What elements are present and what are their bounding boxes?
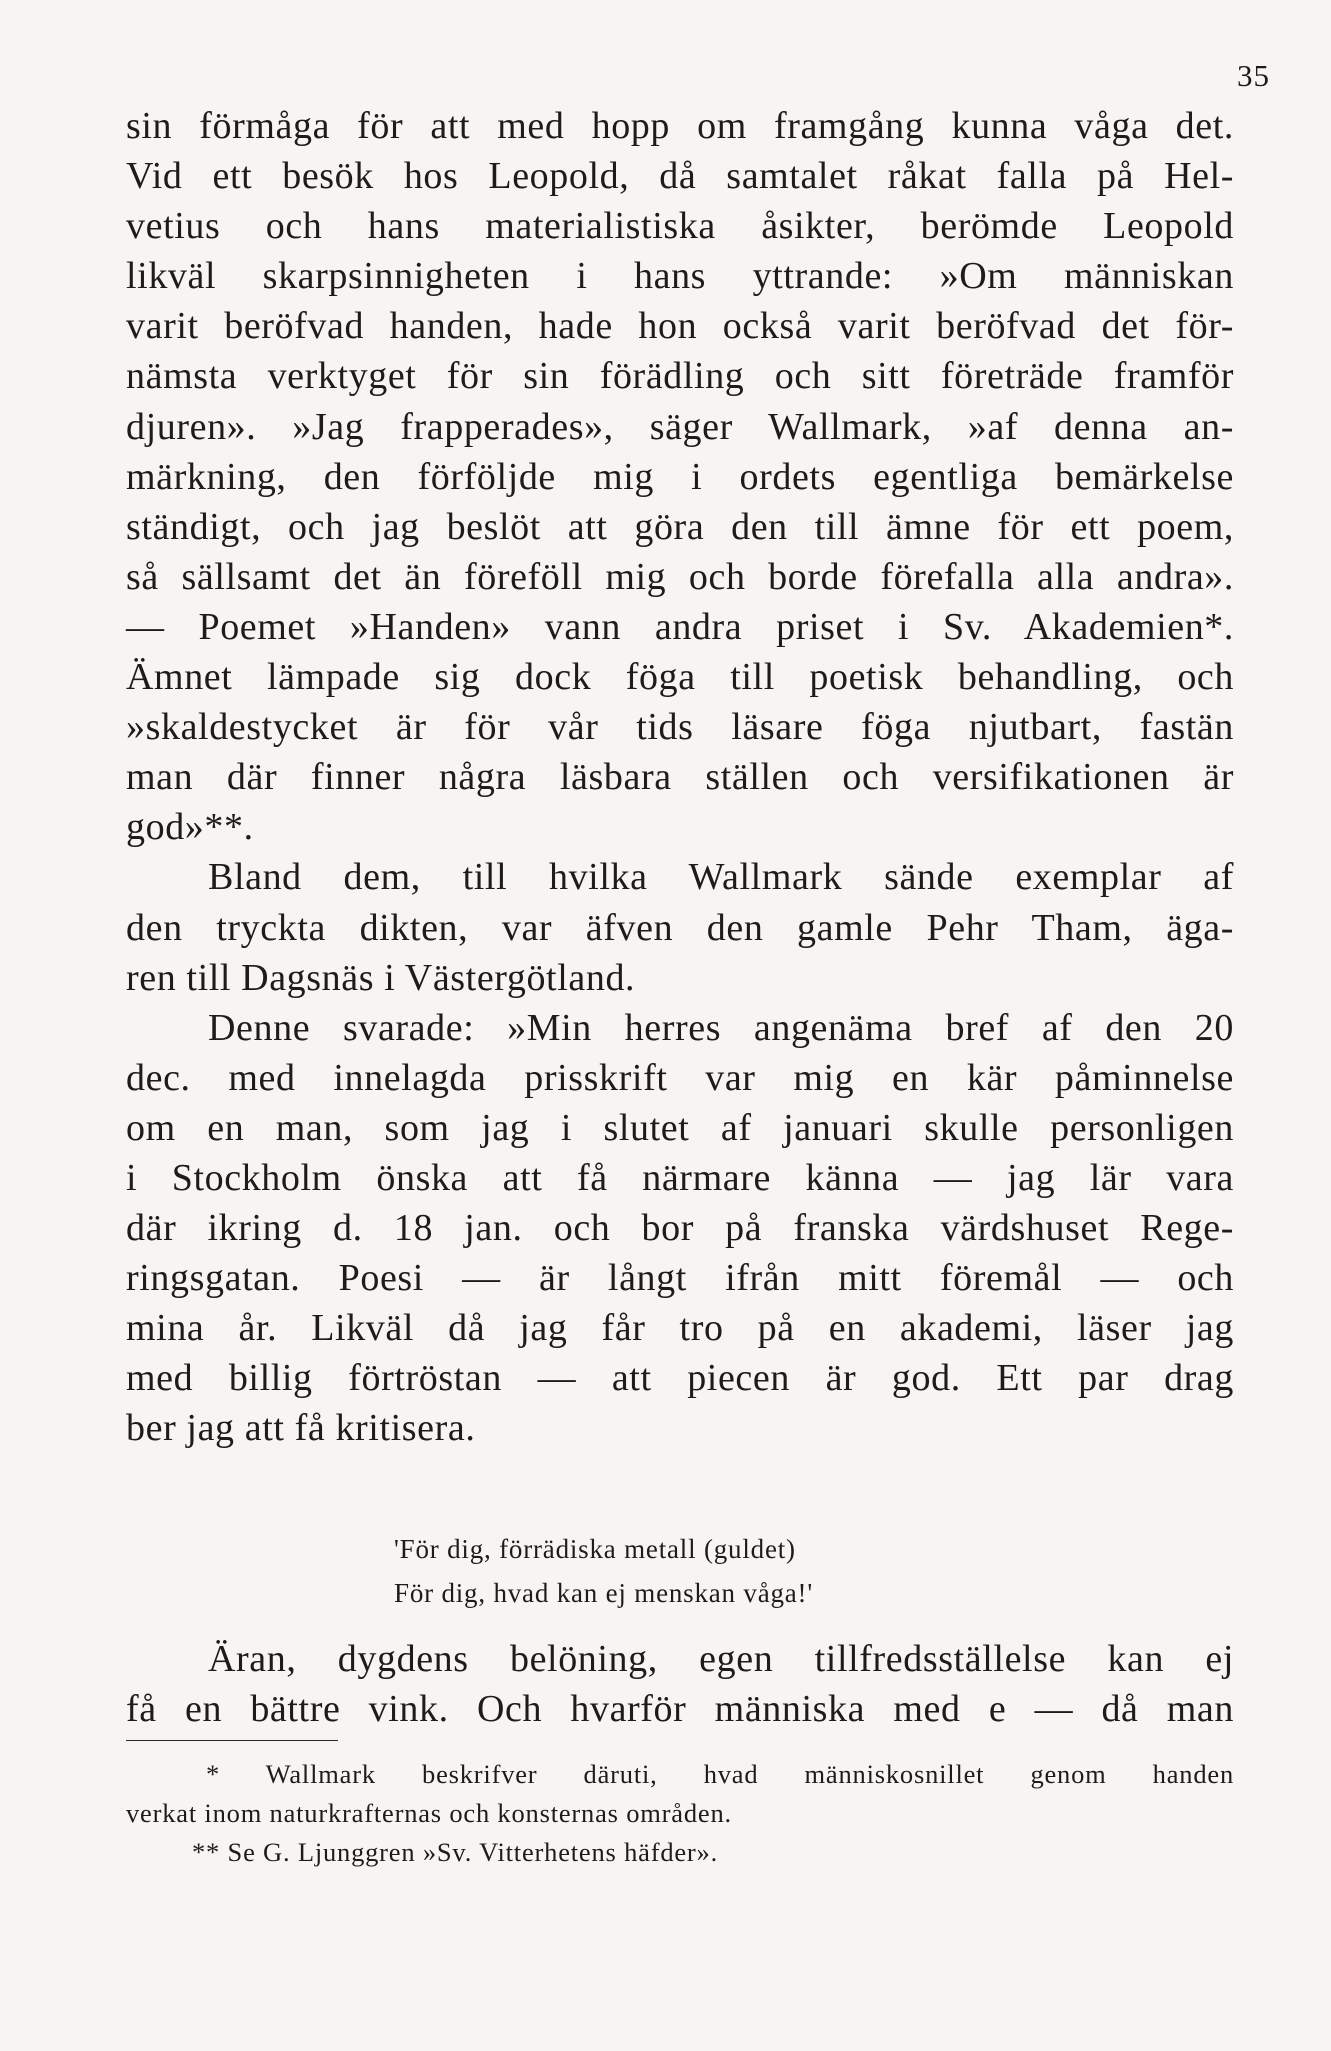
footnote-line: ** Se G. Ljunggren »Sv. Vitterhetens häfder». xyxy=(192,1837,719,1867)
text-line: mina år. Likväl då jag får tro på en akademi, läser jag xyxy=(126,1307,1234,1350)
main-text-block xyxy=(126,101,1234,1454)
text-line: ständigt, och jag beslöt att göra den till ämne för ett poem, xyxy=(126,505,1234,548)
text-line: ringsgatan. Poesi — är långt ifrån mitt föremål — och xyxy=(126,1257,1234,1300)
text-line: där ikring d. 18 jan. och bor på franska värdshuset Rege- xyxy=(126,1207,1234,1250)
footnote-divider xyxy=(126,1740,338,1741)
text-line: ren till Dagsnäs i Västergötland. xyxy=(126,956,636,999)
text-line: om en man, som jag i slutet af januari skulle personligen xyxy=(126,1106,1234,1149)
text-line: likväl skarpsinnigheten i hans yttrande: »Om människan xyxy=(126,255,1234,298)
text-line: god»**. xyxy=(126,806,254,849)
footnote-line: * Wallmark beskrifver däruti, hvad människosnillet genom handen xyxy=(206,1759,1234,1789)
text-line: Vid ett besök hos Leopold, då samtalet råkat falla på Hel- xyxy=(126,155,1234,198)
text-line: ber jag att få kritisera. xyxy=(126,1407,476,1450)
text-line: Ämnet lämpade sig dock föga till poetisk behandling, och xyxy=(126,656,1234,699)
verse-quotation xyxy=(394,1527,954,1615)
continuation-text-block xyxy=(126,1634,1234,1734)
text-line: i Stockholm önska att få närmare känna — jag lär vara xyxy=(126,1156,1234,1199)
text-line: varit beröfvad handen, hade hon också varit beröfvad det för- xyxy=(126,305,1234,348)
text-line: — Poemet »Handen» vann andra priset i Sv. Akademien*. xyxy=(126,605,1234,648)
text-line: med billig förtröstan — att piecen är god. Ett par drag xyxy=(126,1357,1234,1400)
text-line: vetius och hans materialistiska åsikter, berömde Leopold xyxy=(126,205,1234,248)
text-line: nämsta verktyget för sin förädling och sitt företräde framför xyxy=(126,355,1234,398)
footnotes xyxy=(126,1755,1234,1872)
text-line: den tryckta dikten, var äfven den gamle Pehr Tham, äga- xyxy=(126,906,1234,949)
paragraph-start-line: Denne svarade: »Min herres angenäma bref af den 20 xyxy=(208,1006,1234,1049)
verse-line: För dig, hvad kan ej menskan våga!' xyxy=(394,1578,814,1608)
text-line: dec. med innelagda prisskrift var mig en kär påminnelse xyxy=(126,1056,1234,1099)
text-line: så sällsamt det än föreföll mig och borde förefalla alla andra». xyxy=(126,555,1234,598)
text-line: man där finner några läsbara ställen och versifikationen är xyxy=(126,756,1234,799)
verse-line: 'För dig, förrädiska metall (guldet) xyxy=(394,1534,796,1564)
text-line: sin förmåga för att med hopp om framgång kunna våga det. xyxy=(126,105,1234,147)
paragraph-start-line: Bland dem, till hvilka Wallmark sände exemplar af xyxy=(208,856,1234,899)
text-line: djuren». »Jag frapperades», säger Wallmark, »af denna an- xyxy=(126,405,1234,448)
paragraph-start-line: Äran, dygdens belöning, egen tillfredsställelse kan ej xyxy=(208,1638,1234,1680)
page-number: 35 xyxy=(1237,58,1270,93)
text-line: märkning, den förföljde mig i ordets egentliga bemärkelse xyxy=(126,455,1234,498)
text-line: »skaldestycket är för vår tids läsare föga njutbart, fastän xyxy=(126,706,1234,749)
footnote-line: verkat inom naturkrafternas och konsternas områden. xyxy=(126,1798,732,1828)
text-line: få en bättre vink. Och hvarför människa med e — då man xyxy=(126,1688,1234,1731)
